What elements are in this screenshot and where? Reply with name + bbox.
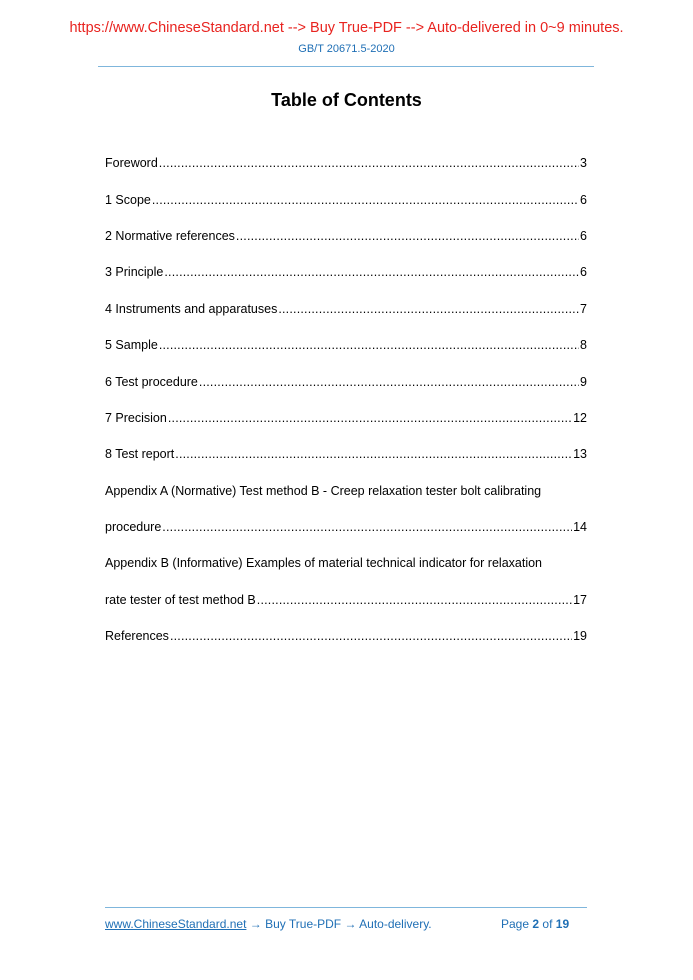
dot-leader [152,193,579,207]
toc-entry-appendix-b[interactable] [105,582,587,618]
toc-entry-label: Appendix B (Informative) Examples of material technical indicator for relaxation [105,556,543,571]
dot-leader [168,411,572,425]
footer-delivery-text: Auto-delivery. [359,917,432,931]
toc-entry-label: procedure [105,520,162,535]
toc-entry-page: 3 [580,156,587,171]
toc-entry-label: Appendix A (Normative) Test method B - Creep relaxation tester bolt calibrating [105,483,542,498]
toc-entry-test-procedure[interactable] [105,363,587,399]
toc-entry-page: 8 [580,338,587,353]
page-current: 2 [532,917,540,931]
dot-leader [164,265,579,279]
table-of-contents [105,145,587,654]
toc-entry-page: 6 [580,265,587,280]
dot-leader [257,593,572,607]
toc-entry-appendix-b-line1[interactable] [105,545,587,581]
footer-divider [105,907,587,908]
page-title: Table of Contents [271,90,422,110]
toc-entry-label: 2 Normative references [105,228,235,243]
footer-buy-text: Buy True-PDF [265,917,342,931]
header-divider [98,66,594,67]
footer-site-link[interactable]: www.ChineseStandard.net [105,917,247,931]
footer-promo [105,917,432,931]
toc-entry-label: 4 Instruments and apparatuses [105,301,278,316]
toc-entry-appendix-a-line1[interactable] [105,473,587,509]
toc-entry-page: 9 [580,374,587,389]
top-banner-link[interactable]: https://www.ChineseStandard.net --> Buy True-PDF --> Auto-delivered in 0~9 minutes. [69,20,624,36]
toc-entry-label: 8 Test report [105,447,175,462]
toc-entry-precision[interactable] [105,400,587,436]
toc-entry-foreword[interactable] [105,145,587,181]
toc-entry-page: 14 [573,520,587,535]
toc-entry-label: 7 Precision [105,410,167,425]
toc-entry-label: 3 Principle [105,265,164,280]
toc-entry-label: Foreword [105,156,158,171]
toc-entry-page: 13 [573,447,587,462]
page-of: of [542,917,553,931]
toc-entry-label: References [105,629,169,644]
dot-leader [236,229,579,243]
toc-entry-page: 12 [573,410,587,425]
toc-entry-scope[interactable] [105,181,587,217]
toc-entry-page: 17 [573,592,587,607]
toc-entry-page: 6 [580,192,587,207]
toc-entry-label: 1 Scope [105,192,151,207]
dot-leader [162,520,572,534]
dot-leader [159,156,579,170]
toc-entry-references[interactable] [105,618,587,654]
dot-leader [159,338,579,352]
toc-entry-sample[interactable] [105,327,587,363]
toc-entry-appendix-a[interactable] [105,509,587,545]
dot-leader [199,375,579,389]
arrow-icon: → [344,917,357,931]
page-total: 19 [555,917,570,931]
dot-leader [175,447,572,461]
toc-entry-normative-references[interactable] [105,218,587,254]
toc-entry-principle[interactable] [105,254,587,290]
toc-entry-label: rate tester of test method B [105,592,256,607]
arrow-icon: → [249,917,262,931]
toc-entry-instruments[interactable] [105,291,587,327]
toc-entry-page: 6 [580,228,587,243]
standard-code: GB/T 20671.5-2020 [298,43,395,55]
toc-entry-label: 5 Sample [105,338,158,353]
toc-entry-label: 6 Test procedure [105,374,198,389]
toc-entry-test-report[interactable] [105,436,587,472]
dot-leader [170,629,572,643]
dot-leader [278,302,579,316]
toc-entry-page: 7 [580,301,587,316]
page-indicator [501,917,569,931]
toc-entry-page: 19 [573,629,587,644]
page-label: Page [501,917,530,931]
